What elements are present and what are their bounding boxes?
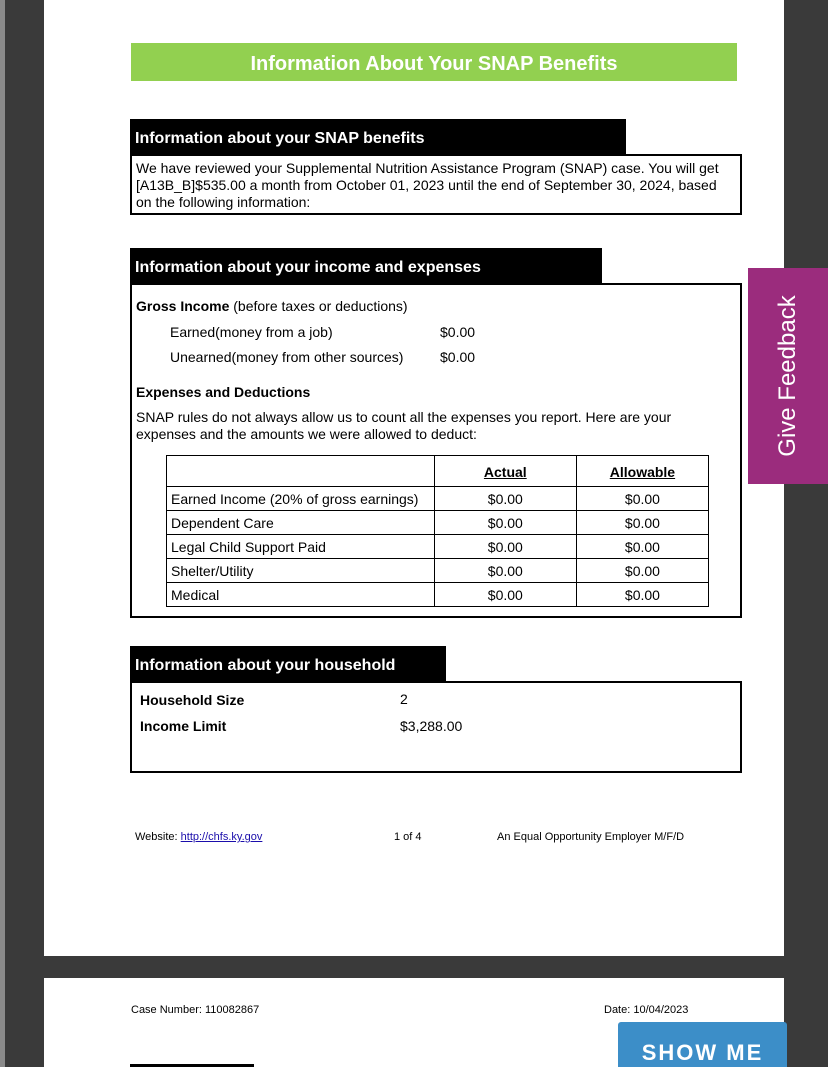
row-label: Shelter/Utility	[167, 559, 435, 583]
row-label: Dependent Care	[167, 511, 435, 535]
table-header-allowable: Allowable	[576, 456, 708, 487]
employer-statement: An Equal Opportunity Employer M/F/D	[497, 831, 685, 843]
unearned-income-label: Unearned(money from other sources)	[170, 349, 404, 365]
give-feedback-label: Give Feedback	[774, 295, 801, 457]
table-row	[167, 511, 709, 535]
row-label: Earned Income (20% of gross earnings)	[167, 487, 435, 511]
give-feedback-tab[interactable]	[748, 268, 828, 484]
page-title: Information About Your SNAP Benefits	[131, 43, 737, 81]
income-section-heading	[130, 248, 602, 283]
gross-income-line	[136, 298, 408, 314]
expenses-text: SNAP rules do not always allow us to count all the expenses you report. Here are your expenses and the amounts we were allowed to deduct:	[136, 409, 672, 442]
household-size-label: Household Size	[140, 692, 245, 708]
expenses-heading: Expenses and Deductions	[136, 384, 311, 400]
table-row	[167, 487, 709, 511]
row-label: Legal Child Support Paid	[167, 535, 435, 559]
page-indicator: 1 of 4	[394, 831, 422, 843]
row-allowable: $0.00	[576, 487, 708, 511]
row-actual: $0.00	[434, 487, 576, 511]
benefits-heading-text: Information about your SNAP benefits	[135, 130, 425, 147]
table-row	[167, 535, 709, 559]
row-label: Medical	[167, 583, 435, 607]
row-actual: $0.00	[434, 511, 576, 535]
row-actual: $0.00	[434, 583, 576, 607]
row-actual: $0.00	[434, 559, 576, 583]
row-allowable: $0.00	[576, 583, 708, 607]
income-heading-text: Information about your income and expenses	[135, 259, 481, 276]
website-link[interactable]: http://chfs.ky.gov	[180, 831, 263, 843]
document-date: Date: 10/04/2023	[604, 1004, 689, 1016]
unearned-income-value: $0.00	[440, 349, 476, 365]
earned-income-value: $0.00	[440, 324, 476, 340]
household-size-value: 2	[400, 691, 408, 707]
benefits-body-text: We have reviewed your Supplemental Nutrition Assistance Program (SNAP) case. You will get [A13B_B]$535.00 a month from October 01, 2023 until the end of September 30, 2024, based on the following information:	[136, 160, 719, 210]
income-limit-value: $3,288.00	[400, 718, 463, 734]
gross-income-label: Gross Income	[136, 298, 230, 314]
benefits-section-heading	[130, 119, 626, 154]
row-actual: $0.00	[434, 535, 576, 559]
table-header-actual: Actual	[434, 456, 576, 487]
document-page-1	[44, 0, 784, 956]
viewer-edge	[0, 0, 5, 1067]
row-allowable: $0.00	[576, 511, 708, 535]
case-number: Case Number: 110082867	[131, 1004, 260, 1016]
footer-website	[135, 831, 262, 843]
earned-income-label: Earned(money from a job)	[170, 324, 333, 340]
table-header-blank	[167, 456, 435, 487]
household-section-heading	[130, 646, 446, 681]
income-limit-label: Income Limit	[140, 718, 227, 734]
gross-income-note: (before taxes or deductions)	[233, 298, 408, 314]
row-allowable: $0.00	[576, 559, 708, 583]
table-row	[167, 583, 709, 607]
row-allowable: $0.00	[576, 535, 708, 559]
show-me-button[interactable]: SHOW ME	[618, 1022, 787, 1067]
expenses-table	[166, 455, 709, 607]
footer-website-label: Website:	[135, 831, 178, 843]
table-header-row	[167, 456, 709, 487]
household-heading-text: Information about your household	[135, 657, 396, 674]
table-row	[167, 559, 709, 583]
